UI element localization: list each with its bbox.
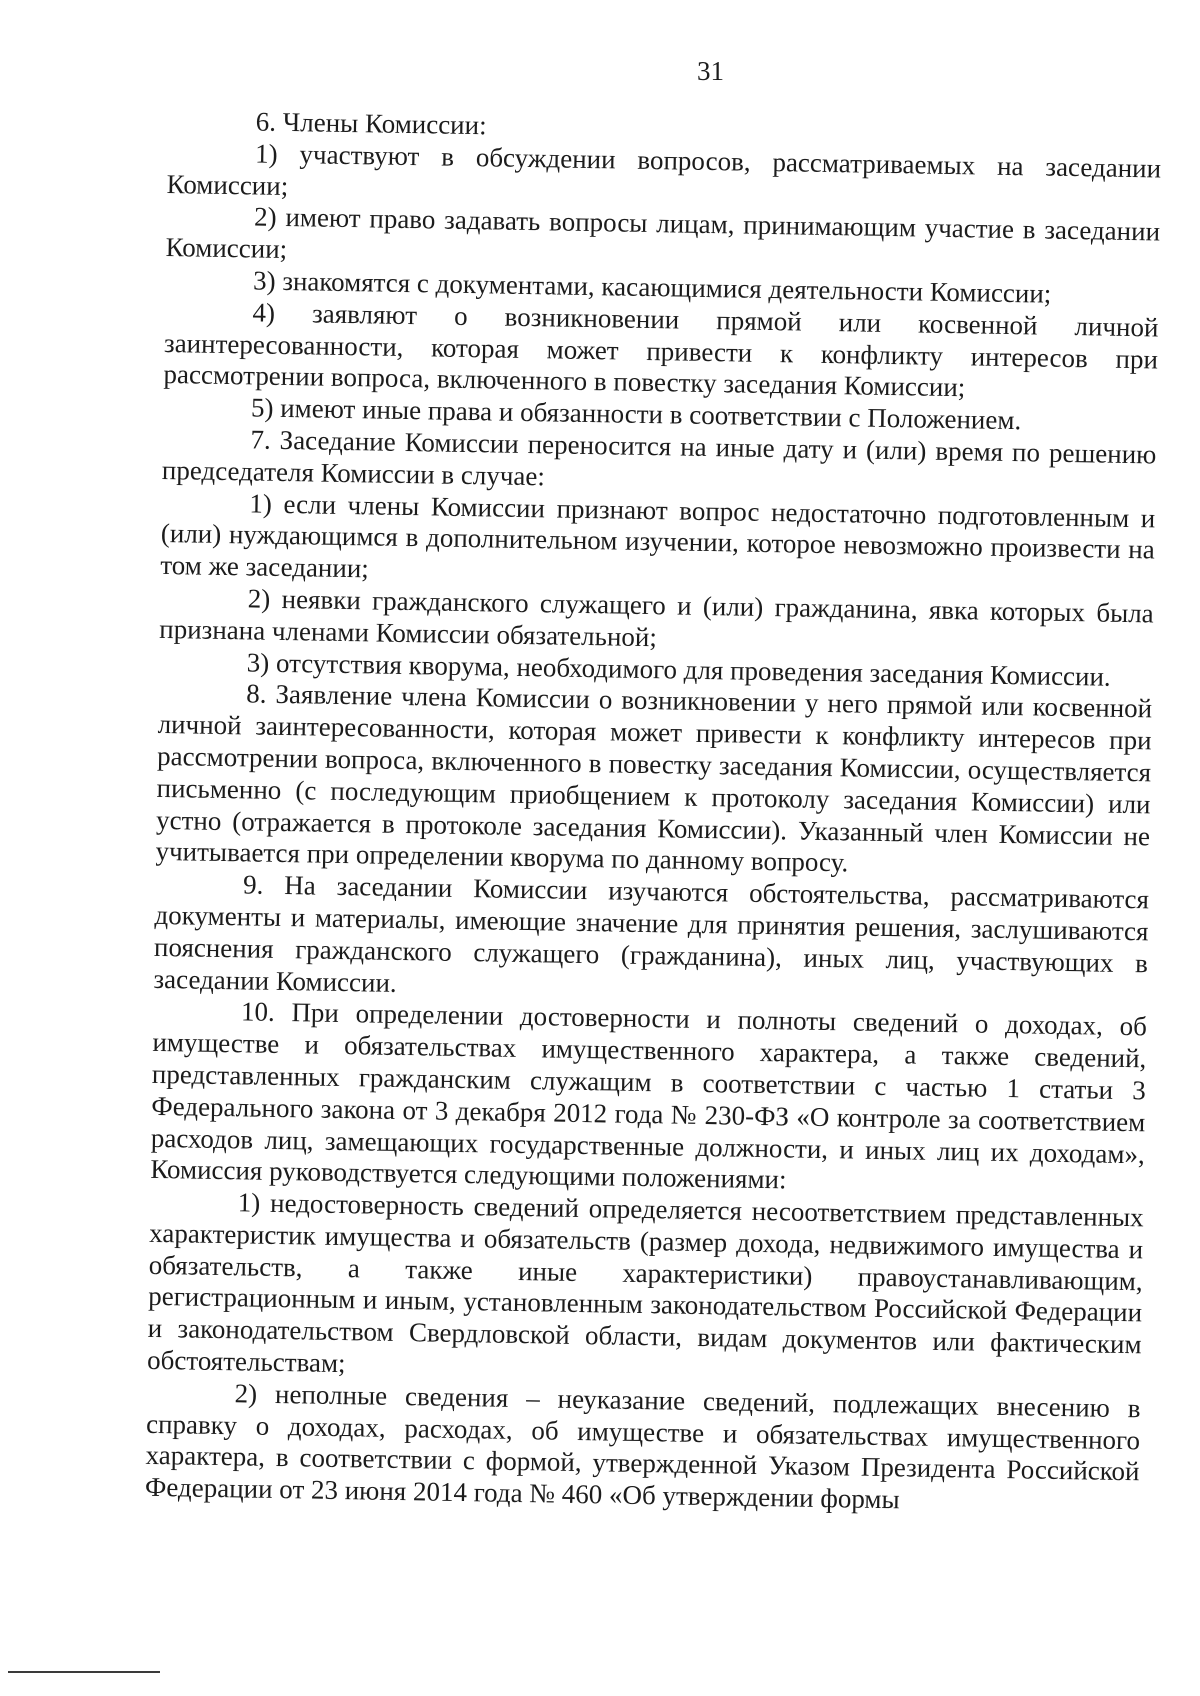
paragraph-6-item-5: 5) имеют иные права и обязанности в соответствии с Положением.: [250, 392, 1022, 436]
paragraph-7-item-2: 2) неявки гражданского служащего и (или) гражданина, явка которых была признана членами Комиссии обязательной;: [159, 583, 1154, 652]
paragraph-7-item-1: 1) если члены Комиссии признают вопрос недостаточно подготовленным и (или) нуждающимся в дополнительном изучении, которое невозможно произвести на том же заседании;: [160, 487, 1156, 584]
paragraph-6-members: 6. Члены Комиссии:: [255, 106, 487, 141]
paragraph-6-item-2: 2) имеют право задавать вопросы лицам, принимающим участие в заседании Комиссии;: [165, 201, 1161, 265]
paragraph-6-item-1: 1) участвуют в обсуждении вопросов, рассматриваемых на заседании Комиссии;: [166, 138, 1162, 201]
paragraph-6-item-4: 4) заявляют о возникновении прямой или косвенной личной заинтересованности, которая может привести к конфликту интересов при рассмотрении вопроса, включенного в повестку заседания Комиссии;: [163, 297, 1159, 403]
paragraph-10-item-2: 2) неполные сведения – неуказание сведений, подлежащих внесению в справку о доходах, расходах, об имуществе и обязательствах имущественного характера, в соответствии с формой, утвержденной Указом Президента Российской Федерации от 23 июня 2014 года № 460 «Об утверждении формы: [144, 1378, 1141, 1515]
page-number: 31: [697, 56, 724, 86]
paragraph-10-item-1: 1) недостоверность сведений определяется несоответствием представленных характеристик имущества и обязательств (размер дохода, недвижимого имущества и обязательств, а также иные характеристики) правоустанавливающим, регистрационным и иным, установленным законодательством Российской Федерации и законодательством Свердловской области, видам документов или фактическим обстоятельствам;: [146, 1187, 1144, 1379]
document-body: [145, 105, 1162, 1520]
paragraph-6-item-3: 3) знакомятся с документами, касающимися деятельности Комиссии;: [252, 265, 1052, 309]
paragraph-8-member-statement: 8. Заявление члена Комиссии о возникновении у него прямой или косвенной личной заинтересованности, которая может привести к конфликту интересов при рассмотрении вопроса, включенного в повестку заседания Комиссии, осуществляется письменно (с последующим приобщением к протоколу заседания Комиссии) или устно (отражается в протоколе заседания Комиссии). Указанный член Комиссии не учитывается при определении кворума по данному вопросу.: [155, 678, 1153, 878]
paragraph-7-postponement: 7. Заседание Комиссии переносится на иные дату и (или) время по решению председателя Комиссии в случае:: [161, 424, 1157, 492]
paragraph-10-reliability: 10. При определении достоверности и полноты сведений о доходах, об имуществе и обязательствах имущественного характера, а также сведений, представленных гражданским служащим в соответствии с частью 1 статьи 3 Федерального закона от 3 декабря 2012 года № 230-ФЗ «О контроле за соответствием расходов лиц, замещающих государственные должности, и иных лиц их доходам», Комиссия руководствуется следующими положениями:: [150, 996, 1148, 1195]
paragraph-7-item-3: 3) отсутствия кворума, необходимого для проведения заседания Комиссии.: [246, 646, 1111, 692]
paragraph-9-session: 9. На заседании Комиссии изучаются обстоятельства, рассматриваются документы и материалы, имеющие значение для принятия решения, заслушиваются пояснения гражданского служащего (гражданина), иных лиц, участвующих в заседании Комиссии.: [153, 869, 1150, 998]
footer-rule: [8, 1671, 160, 1673]
